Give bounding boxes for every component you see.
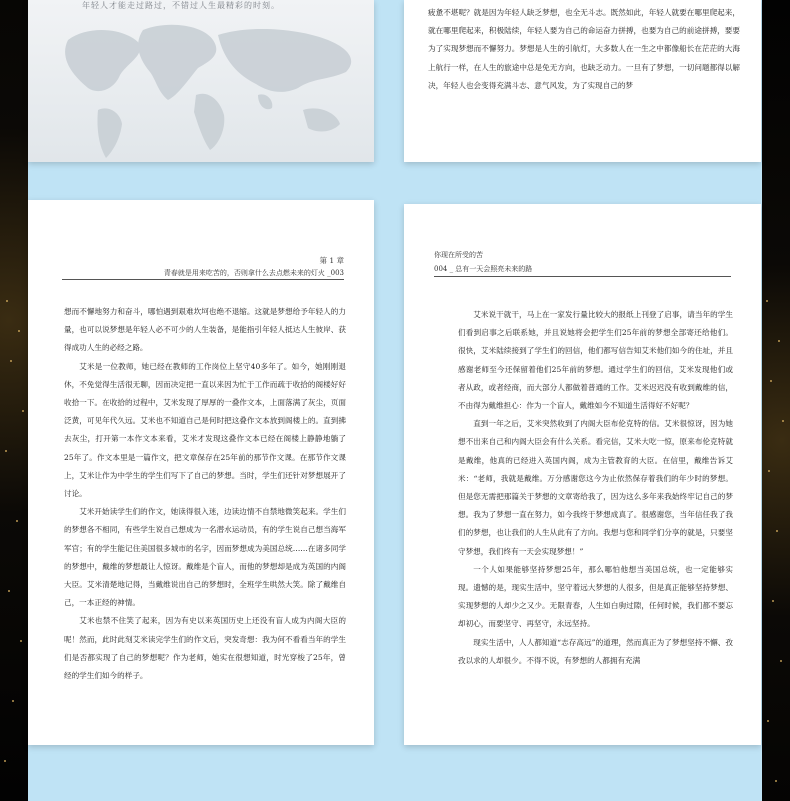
sparkle-dot — [767, 720, 769, 722]
paragraph: 艾米说干就干，马上在一家发行量比较大的报纸上刊登了启事，请当年的学生们看到启事之后联系她，并且说她将会把学生们25年前的梦想全部寄还给他们。很快，艾米陆续接到了学生们的回信，他们都写信告知艾米他们如今的住址，并且感谢老师至今还保留着他们25年前的梦想。通过学生们的回信，艾米发现他们或者从政，或者经商，而大部分人都做着普通的工作。艾米迟迟没有收到戴维的信，不由得为戴维担心：作为一个盲人，戴维如今不知道生活得好不好呢？ — [458, 310, 733, 411]
sparkle-dot — [6, 300, 8, 302]
sparkle-dot — [5, 450, 7, 452]
sparkle-dot — [16, 520, 18, 522]
sparkle-dot — [18, 330, 20, 332]
sparkle-dot — [766, 300, 768, 302]
bottom-left-page — [28, 200, 374, 745]
top-right-page — [404, 0, 761, 162]
sparkle-dot — [22, 410, 24, 412]
running-head: 004 _ 总有一天会照亮未来的路 — [434, 265, 533, 273]
sparkle-dot — [20, 640, 22, 642]
sparkle-dot — [775, 780, 777, 782]
book-title: 你现在所受的苦 — [434, 251, 483, 259]
right-starry-border — [762, 0, 790, 801]
page-quote: 年轻人才能走过路过，不错过人生最精彩的时刻。 — [82, 1, 280, 10]
running-head: 青春就是用来吃苦的，否则拿什么去点燃未来的灯火 _003 — [163, 269, 344, 277]
sparkle-dot — [4, 760, 6, 762]
sparkle-dot — [12, 700, 14, 702]
sparkle-dot — [780, 660, 782, 662]
sparkle-dot — [770, 380, 772, 382]
sparkle-dot — [782, 420, 784, 422]
paragraph: 一个人如果能够坚持梦想25年，那么哪怕他想当美国总统，也一定能够实现。遗憾的是，现实生活中，坚守着远大梦想的人很多，但是真正能够坚持梦想、实现梦想的人却少之又少。无限青春，人生如白驹过隙，任何时候，我们都不要忘却初心，而要坚守、再坚守，永远坚持。 — [458, 564, 733, 629]
page-body — [458, 306, 733, 670]
top-left-page — [28, 0, 374, 162]
sparkle-dot — [778, 340, 780, 342]
sparkle-dot — [772, 600, 774, 602]
paragraph: 直到一年之后，艾米突然收到了内阁大臣布伦克特的信。艾米很惊讶，因为她想不出来自己和内阁大臣会有什么关系。看完信，艾米大吃一惊，原来布伦克特就是戴维，他真的已经进入英国内阁，成为主管教育的大臣。在信里，戴维告诉艾米：“老师，我就是戴维。万分感谢您这今为止依然保存着我们的年少时的梦想。但是您无需把那篇关于梦想的文章寄给我了，因为这么多年来我始终牢记自己的梦想。我为了梦想一直在努力，如今我终于梦想成真了。很感谢您，当年信任我了我们的梦想，也让我们的人生从此有了方向。我想与您和同学们分享的就是，只要坚守梦想，我们终有一天会实现梦想！” — [458, 419, 733, 556]
chapter-label: 第 1 章 — [319, 256, 344, 265]
paragraph: 艾米是一位教师，她已经在教师的工作岗位上坚守40多年了。如今，她刚刚退休，不免觉得生活很无聊，因而决定把一直以来因为忙于工作而疏于收拾的阁楼好好收拾一下。在收拾的过程中，艾米发现了厚厚的一叠作文本，上面落满了灰尘，页面泛黄，可见年代久远。艾米也不知道自己是何时把这叠作文本放到阁楼上的。直到拂去灰尘，打开第一本作文本来看，艾米才发现这叠作文本已经在阁楼上静静地躺了25年了。作文本里是一篇作文，把文章保存在25年前的那节作文课。在那节作文课上，艾米让作为中学生的学生们写下了自己的梦想。当时，学生们还针对梦想展开了讨论。 — [64, 361, 346, 499]
header-rule — [62, 279, 344, 280]
paragraph: 艾米也禁不住笑了起来，因为有史以来英国历史上还没有盲人成为内阁大臣的呢！然而，此时此刻艾米读完学生们的作文后，突发奇想：我为何不看看当年的学生们是否都实现了自己的梦想呢？作为老师，她实在很想知道，时光穿梭了25年，曾经的学生们如今的样子。 — [64, 616, 346, 681]
page-body — [64, 303, 346, 685]
paragraph: 现实生活中，人人都知道“志存高远”的道理，然而真正为了梦想坚持不懈、孜孜以求的人却很少。不得不说，有梦想的人都拥有充满 — [458, 637, 733, 665]
paragraph: 想而不懈地努力和奋斗，哪怕遇到艰难坎坷也绝不退缩。这就是梦想给予年轻人的力量，也可以说梦想是年轻人必不可少的人生装备，是能指引年轻人抵达人生彼岸、获得成功人生的必经之路。 — [64, 307, 346, 353]
world-map-illustration — [28, 0, 374, 162]
left-starry-border — [0, 0, 28, 801]
sparkle-dot — [10, 360, 12, 362]
header-rule — [434, 276, 731, 277]
bottom-right-page — [404, 204, 761, 745]
sparkle-dot — [8, 590, 10, 592]
page-body — [428, 4, 740, 95]
sparkle-dot — [768, 470, 770, 472]
paragraph: 疲惫不堪呢？就是因为年轻人缺乏梦想，也全无斗志。既然如此，年轻人就要在哪里爬起来，就在哪里爬起来，积极陆续，年轻人要为自己的命运奋力拼搏，也要为自己的前途拼搏，要要为了实现梦想而不懈努力。梦想是人生的引航灯，大多数人在一生之中都像船长在茫茫的大海上航行一样，在人生的旅途中总是免无方向，也缺乏动力。一旦有了梦想，一切问题都得以解决，年轻人也会变得充满斗志、意气风发，为了实现自己的梦 — [428, 8, 740, 90]
paragraph: 艾米开始读学生们的作文，她读得很入迷，边读边情不自禁地微笑起来。学生们的梦想各不相同，有些学生说自己想成为一名潜水运动员，有的学生说自己想当海军军官；有的学生能记住美国很多城市的名字，因而梦想成为美国总统……在诸多同学的梦想中，戴维的梦想最让人惊讶。戴维是个盲人，而他的梦想却是成为英国的内阁大臣。艾米清楚地记得，当戴维说出自己的梦想时，全班学生哄然大笑。除了戴维自己，一本正经的神情。 — [64, 507, 346, 608]
sparkle-dot — [776, 530, 778, 532]
